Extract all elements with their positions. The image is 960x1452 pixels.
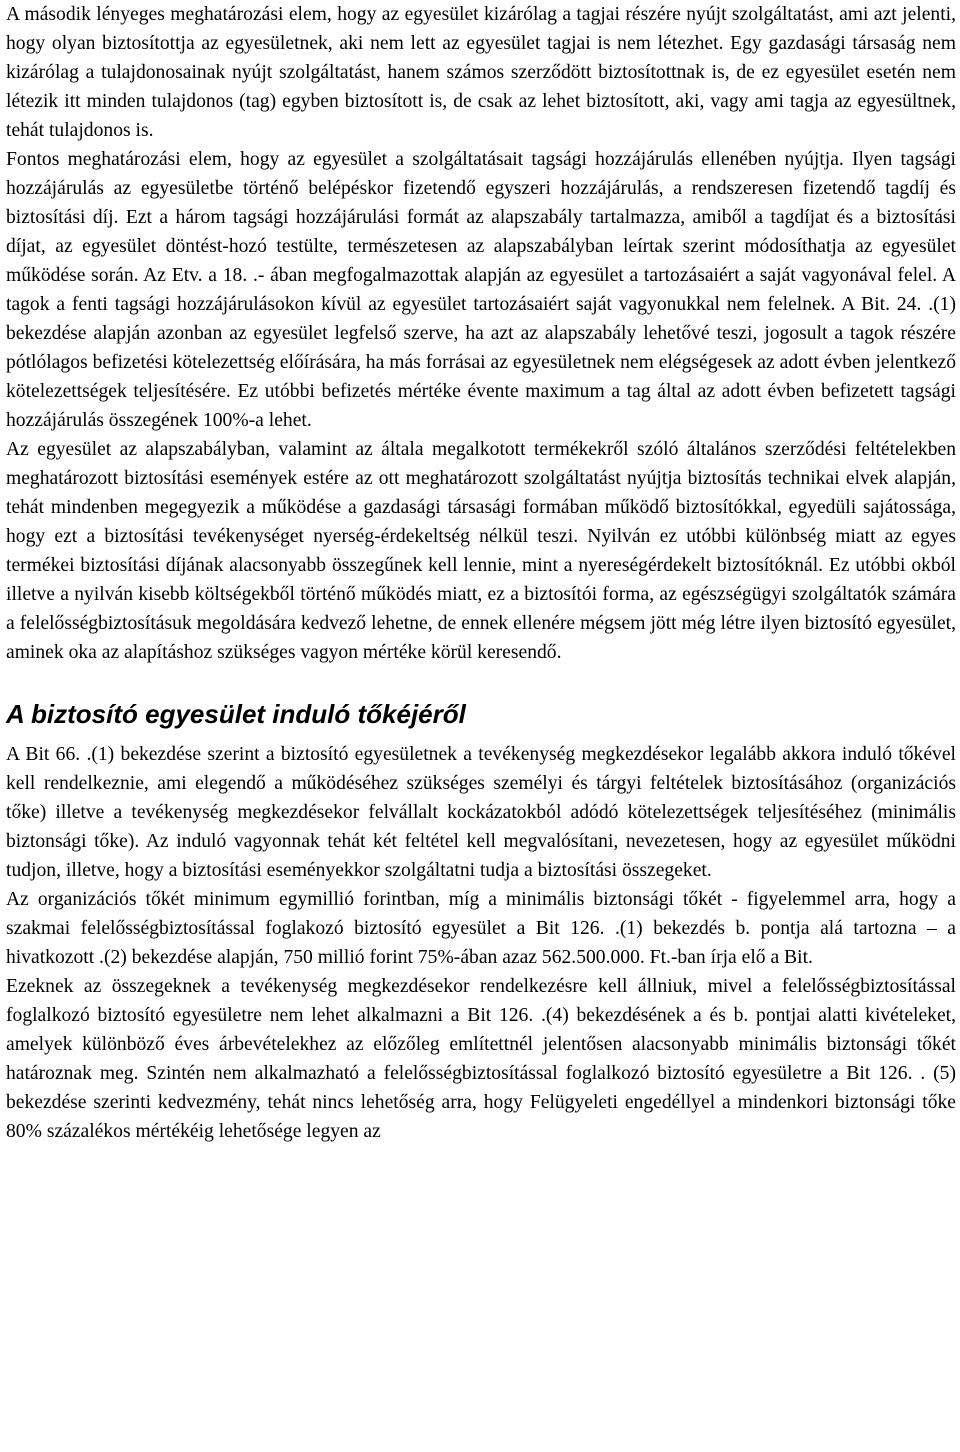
document-page xyxy=(6,0,956,1146)
paragraph-insurance-principles: Az egyesület az alapszabályban, valamint az általa megalkotott termékekről szóló általános szerződési feltételekben meghatározott biztosítási események estére az ott meghatározott szolgáltatást nyújtja biztosítás technikai elvek alapján, tehát mindenben megegyezik a működése a gazdasági társasági formában működő biztosítókkal, egyedüli sajátossága, hogy ezt a biztosítási tevékenységet nyerség-érdekeltség nélkül teszi. Nyilván ez utóbbi különbség miatt az egyes termékei biztosítási díjának alacsonyabb összegűnek kell lennie, mint a nyereségérdekelt biztosítóknál. Ez utóbbi okból illetve a nyilván kisebb költségekből történő működés miatt, ez a biztosítói forma, az egészségügyi szolgáltatók számára a felelősségbiztosításuk megoldására kedvező lehetne, de ennek ellenére mégsem jött még létre ilyen biztosító egyesület, aminek oka az alapításhoz szükséges vagyon mértéke körül keresendő. xyxy=(6,439,956,663)
paragraph-organizational-capital: Az organizációs tőkét minimum egymillió forintban, míg a minimális biztonsági tőkét - figyelemmel arra, hogy a szakmai felelősségbiztosítással foglakozó biztosító egyesület a Bit 126. .(1) bekezdés b. pontja alá tartozna – a hivatkozott .(2) bekezdése alapján, 750 millió forint 75%-ában azaz 562.500.000. Ft.-ban írja elő a Bit. xyxy=(6,889,956,968)
paragraph-membership-service: A második lényeges meghatározási elem, hogy az egyesület kizárólag a tagjai részére nyújt szolgáltatást, ami azt jelenti, hogy olyan biztosítottja az egyesületnek, aki nem lett az egyesület tagjai is nem létezhet. Egy gazdasági társaság nem kizárólag a tulajdonosainak nyújt szolgáltatást, hanem számos szerződött biztosítottnak is, de ez egyesület esetén nem létezik itt minden tulajdonos (tag) egyben biztosított is, de csak az lehet biztosított, aki, vagy ami tagja az egyesültnek, tehát tulajdonos is. xyxy=(6,4,956,141)
paragraph-initial-capital: A Bit 66. .(1) bekezdése szerint a biztosító egyesületnek a tevékenység megkezdésekor legalább akkora induló tőkével kell rendelkeznie, ami elegendő a működéséhez szükséges személyi és tárgyi feltételek biztosításához (organizációs tőke) illetve a tevékenység megkezdésekor felvállalt kockázatokból adódó kötelezettségek teljesítéséhez (minimális biztonsági tőke). Az induló vagyonnak tehát két feltétel kell megvalósítani, nevezetesen, hogy az egyesület működni tudjon, illetve, hogy a biztosítási eseményekkor szolgáltatni tudja a biztosítási összegeket. xyxy=(6,744,956,881)
paragraph-membership-contribution: Fontos meghatározási elem, hogy az egyesület a szolgáltatásait tagsági hozzájárulás ellenében nyújtja. Ilyen tagsági hozzájárulás az egyesületbe történő belépéskor fizetendő egyszeri hozzájárulás, a rendszeresen fizetendő tagdíj és biztosítási díj. Ezt a három tagsági hozzájárulási formát az alapszabály tartalmazza, amiből a tagdíjat és a biztosítási díjat, az egyesület döntést-hozó testülte, természetesen az alapszabályban leírtak szerint módosíthatja az egyesület működése során. Az Etv. a 18. .- ában megfogalmazottak alapján az egyesület a tartozásaiért a saját vagyonával felel. A tagok a fenti tagsági hozzájárulásokon kívül az egyesület tartozásaiért saját vagyonukkal nem felelnek. A Bit. 24. .(1) bekezdése alapján azonban az egyesület legfelső szerve, ha azt az alapszabály lehetővé teszi, jogosult a tagok részére pótlólagos befizetési kötelezettség előírására, ha más forrásai az egyesületnek nem elégségesek az adott évben jelentkező kötelezettségek teljesítésére. Ez utóbbi befizetés mértéke évente maximum a tag által az adott évben befizetett tagsági hozzájárulás összegének 100%-a lehet. xyxy=(6,149,956,431)
paragraph-availability: Ezeknek az összegeknek a tevékenység megkezdésekor rendelkezésre kell állniuk, mivel a felelősségbiztosítással foglalkozó biztosító egyesületre nem lehet alkalmazni a Bit 126. .(4) bekezdésének a és b. pontjai alatti kivételeket, amelyek különböző éves árbevételekhez az előzőleg említettnél jelentősen alacsonyabb minimális biztonsági tőkét határoznak meg. Szintén nem alkalmazható a felelősségbiztosítással foglalkozó biztosító egyesületre a Bit 126. . (5) bekezdése szerinti kedvezmény, tehát nincs lehetőség arra, hogy Felügyeleti engedéllyel a mindenkori biztonsági tőke 80% százalékos mértékéig lehetősége legyen az xyxy=(6,976,956,1142)
section-heading: A biztosító egyesület induló tőkéjéről xyxy=(6,699,466,729)
